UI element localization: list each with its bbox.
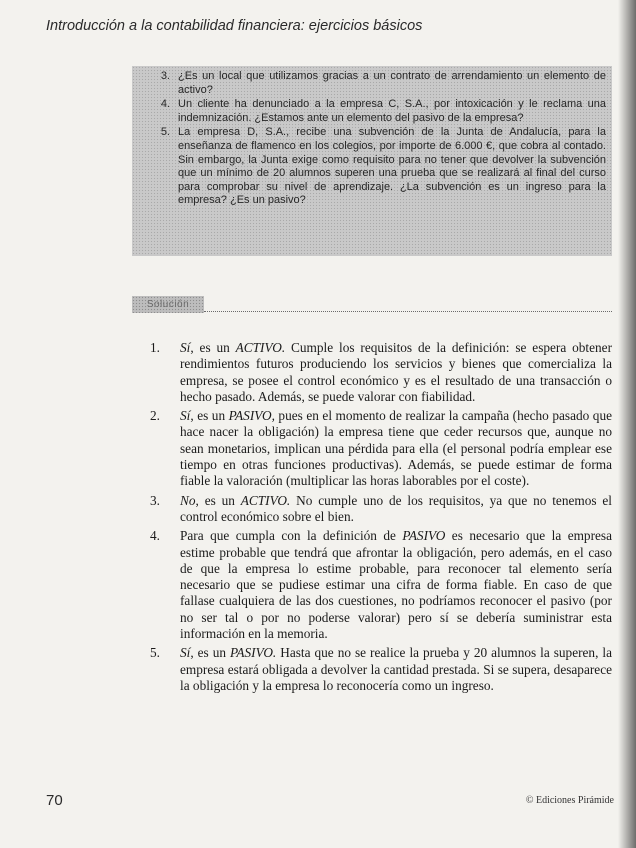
solution-lead: No — [180, 492, 196, 508]
solution-body: Hasta que no se realice la prueba y 20 alumnos la superen, la empresa estará obligada a devolver la cantidad prestada. Si se supera, desaparece la obligación y la empresa lo reconocería como un ingreso. — [180, 645, 612, 693]
solution-text — [180, 645, 612, 694]
page-number: 70 — [46, 792, 63, 809]
solution-term: PASIVO, — [228, 408, 275, 424]
solution-intro: Para que cumpla con la definición de — [180, 528, 403, 544]
running-header: Introducción a la contabilidad financiera: ejercicios básicos — [46, 18, 423, 34]
section-heading — [132, 296, 612, 314]
solution-text — [180, 408, 612, 489]
solution-lead: Sí — [180, 645, 191, 661]
solution-body: Cumple los requisitos de la definición: se espera obtener rendimientos futuros produciendo los servicios y bienes que comercializa la empresa, se posee el control económico y es el resultado de una transacción o hecho pasado. Además, se puede valorar con fiabilidad. — [180, 340, 612, 404]
solution-body: pues en el momento de realizar la campaña (hecho pasado que hace nacer la obligación) la empresa tiene que ceder recursos que, aunque no sean monetarios, implican una pérdida para ella (el personal podría emplear ese tiempo en otras funciones productivas). Además, se puede estimar de forma fiable la valoración (multiplicar las horas laborables por el coste). — [180, 408, 613, 489]
exercise-item — [136, 98, 606, 125]
solution-term: PASIVO. — [230, 645, 277, 661]
solution-text — [180, 340, 612, 405]
solution-number: 1. — [150, 340, 160, 355]
solution-text — [180, 493, 612, 526]
section-divider — [204, 311, 612, 312]
solutions-list — [150, 340, 612, 697]
solution-item — [150, 493, 612, 526]
solution-body: No cumple uno de los requisitos, ya que no tenemos el control económico sobre el bien. — [180, 492, 612, 524]
solution-item — [150, 408, 612, 489]
solution-number: 3. — [150, 492, 160, 508]
page-edge-shadow — [618, 0, 636, 848]
exercise-item — [136, 70, 606, 97]
solution-number: 5. — [150, 645, 160, 661]
solution-term: ACTIVO. — [235, 340, 286, 355]
solution-term: PASIVO — [402, 528, 446, 544]
solution-lead: Sí — [180, 340, 191, 355]
section-tag: Solución — [132, 296, 204, 313]
exercise-text: ¿Es un local que utilizamos gracias a un contrato de arrendamiento un elemento de activo? — [178, 70, 606, 96]
exercise-number: 5. — [160, 126, 170, 139]
solution-body: es necesario que la empresa estime probable que tendrá que afrontar la obligación, pero además, en el caso de que la empresa lo estime probable, para reconocer tal elemento sería necesario que se pudiese estimar una cifra de forma fiable. En caso de que fallase cualquiera de las dos cuestiones, no podríamos reconocer el pasivo (por no ser tal o por no poderse valorar) pero sí se debería suministrar esta información en la memoria. — [180, 528, 612, 642]
exercise-box — [132, 66, 612, 256]
solution-item — [150, 528, 612, 642]
solution-separator: , es un — [190, 408, 229, 424]
solution-item — [150, 645, 612, 694]
exercise-item — [136, 126, 606, 208]
solution-separator: , es un — [190, 340, 236, 355]
exercise-number: 4. — [160, 98, 170, 111]
solution-number: 4. — [150, 528, 160, 544]
solution-term: ACTIVO. — [240, 492, 291, 508]
solution-item — [150, 340, 612, 405]
solution-text — [180, 528, 612, 642]
publisher-credit: © Ediciones Pirámide — [525, 795, 614, 806]
exercise-text: La empresa D, S.A., recibe una subvención de la Junta de Andalucía, para la enseñanza de flamenco en los colegios, por importe de 6.000 €, que cobra al contado. Sin embargo, la Junta exige como requisito para no tener que devolver la subvención que un mínimo de 20 alumnos superen una prueba que se realizará al final del curso para comprobar su nivel de aprendizaje. ¿La subvención es un ingreso para la empresa? ¿Es un pasivo? — [178, 126, 606, 207]
exercise-number: 3. — [160, 70, 170, 82]
solution-separator: , es un — [195, 492, 241, 508]
exercise-text: Un cliente ha denunciado a la empresa C, S.A., por intoxicación y le reclama una indemnización. ¿Estamos ante un elemento del pasivo de la empresa? — [178, 98, 606, 124]
solution-number: 2. — [150, 408, 160, 424]
solution-separator: , es un — [190, 645, 230, 661]
solution-lead: Sí — [180, 408, 191, 424]
